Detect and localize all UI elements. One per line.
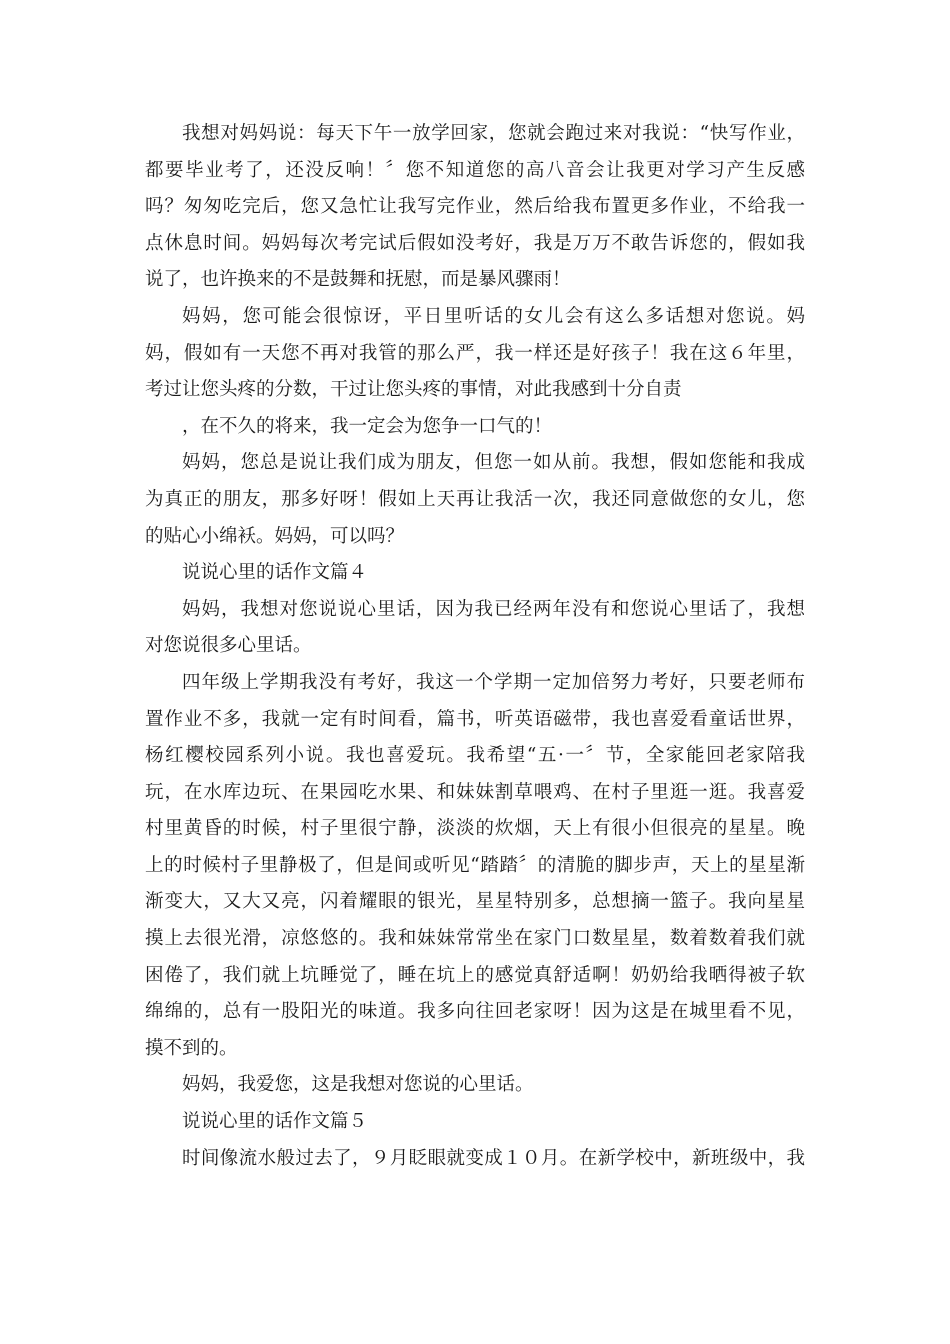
text-line: 妈妈，您总是说让我们成为朋友，但您一如从前。我想，假如您能和我成 (182, 452, 805, 474)
text-line: 为真正的朋友，那多好呀！假如上天再让我活一次，我还同意做您的女儿，您 (145, 488, 805, 510)
text-line: 说说心里的话作文篇４ (182, 562, 368, 584)
text-line: 说说心里的话作文篇５ (182, 1111, 368, 1133)
text-line: 摸上去很光滑，凉悠悠的。我和妹妹常常坐在家门口数星星，数着数着我们就 (145, 928, 805, 950)
text-line: ，在不久的将来，我一定会为您争一口气的！ (182, 415, 553, 437)
text-line: 点休息时间。妈妈每次考完试后假如没考好，我是万万不敢告诉您的，假如我 (145, 232, 805, 254)
text-line: 妈，假如有一天您不再对我管的那么严，我一样还是好孩子！我在这６年里， (145, 342, 805, 364)
text-line: 渐变大，又大又亮，闪着耀眼的银光，星星特别多，总想摘一篮子。我向星星 (145, 891, 805, 913)
text-line: 上的时候村子里静极了，但是间或听见“踏踏〞的清脆的脚步声，天上的星星渐 (145, 854, 805, 876)
text-line: 摸不到的。 (145, 1037, 238, 1059)
text-line: 四年级上学期我没有考好，我这一个学期一定加倍努力考好，只要老师布 (182, 671, 805, 693)
text-line: 妈妈，我爱您，这是我想对您说的心里话。 (182, 1074, 534, 1096)
text-line: 困倦了，我们就上坑睡觉了，睡在坑上的感觉真舒适啊！奶奶给我晒得被子软 (145, 964, 805, 986)
text-line: 时间像流水般过去了，９月眨眼就变成１０月。在新学校中，新班级中，我 (182, 1147, 805, 1169)
text-line: 吗？匆匆吃完后，您又急忙让我写完作业，然后给我布置更多作业，不给我一 (145, 196, 805, 218)
text-line: 玩，在水库边玩、在果园吃水果、和妹妹割草喂鸡、在村子里逛一逛。我喜爱 (145, 781, 805, 803)
text-line: 对您说很多心里话。 (145, 635, 312, 657)
text-line: 都要毕业考了，还没反响！〞您不知道您的高八音会让我更对学习产生反感 (145, 159, 805, 181)
text-line: 的贴心小绵袄。妈妈，可以吗？ (145, 525, 405, 547)
text-line: 妈妈，我想对您说说心里话，因为我已经两年没有和您说心里话了，我想 (182, 598, 805, 620)
text-line: 置作业不多，我就一定有时间看，篇书，听英语磁带，我也喜爱看童话世界， (145, 708, 805, 730)
text-line: 村里黄昏的时候，村子里很宁静，淡淡的炊烟，天上有很小但很亮的星星。晚 (145, 818, 805, 840)
document-body (145, 116, 805, 1177)
text-line: 杨红樱校园系列小说。我也喜爱玩。我希望“五·一〞节，全家能回老家陪我 (145, 745, 805, 767)
text-line: 说了，也许换来的不是鼓舞和抚慰，而是暴风骤雨！ (145, 269, 571, 291)
text-line: 妈妈，您可能会很惊讶，平日里听话的女儿会有这么多话想对您说。妈 (182, 305, 805, 327)
text-line: 考过让您头疼的分数，干过让您头疼的事情，对此我感到十分自责 (145, 379, 682, 401)
text-line: 绵绵的，总有一股阳光的味道。我多向往回老家呀！因为这是在城里看不见， (145, 1001, 805, 1023)
text-line: 我想对妈妈说：每天下午一放学回家，您就会跑过来对我说：“快写作业， (182, 123, 805, 144)
